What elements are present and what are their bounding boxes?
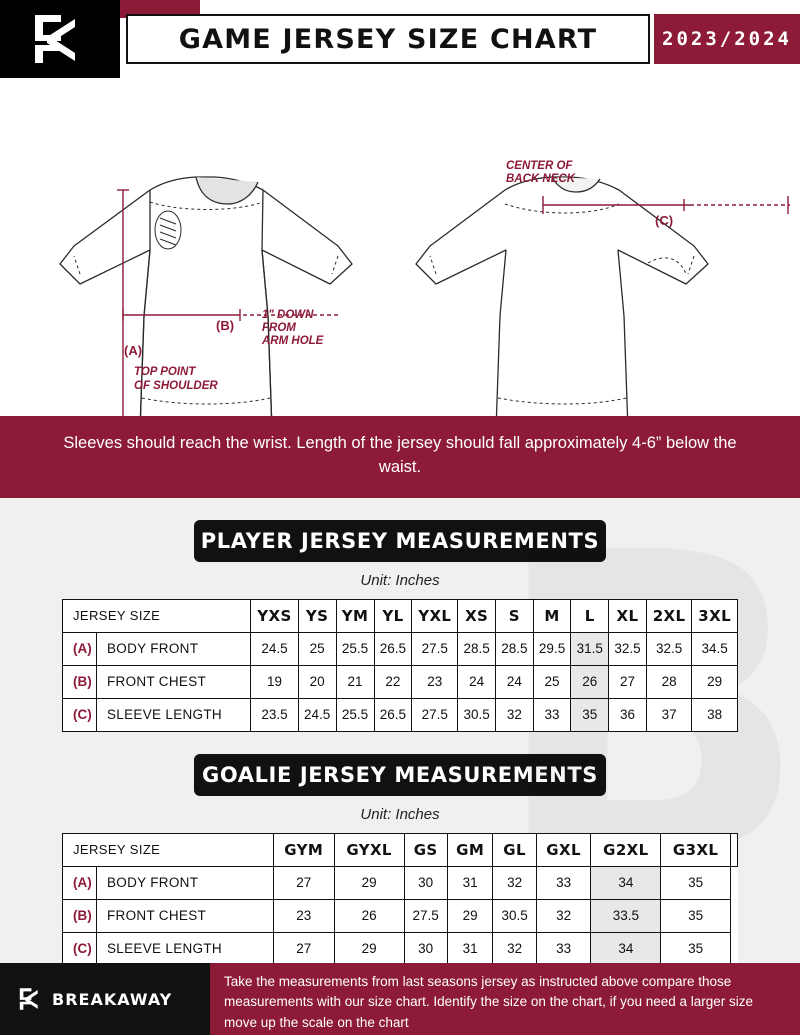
column-header: YXL — [412, 599, 458, 632]
spacer-cell — [731, 932, 738, 965]
measurement-cell: 28.5 — [496, 632, 534, 665]
table-row — [63, 899, 738, 932]
table-row — [63, 698, 738, 731]
row-marker: (B) — [63, 899, 97, 932]
measurement-cell: 29 — [447, 899, 493, 932]
table-row — [63, 866, 738, 899]
column-header: GYM — [273, 833, 334, 866]
season-badge — [654, 14, 800, 64]
column-header: GYXL — [334, 833, 404, 866]
measurement-cell: 22 — [374, 665, 412, 698]
row-label: BODY FRONT — [97, 866, 274, 899]
column-header: L — [571, 599, 609, 632]
measurement-cell: 24.5 — [298, 698, 336, 731]
table-row — [63, 632, 738, 665]
measurement-cell: 34 — [591, 932, 661, 965]
measurement-cell: 28 — [646, 665, 692, 698]
svg-text:1" DOWN: 1" DOWN — [262, 309, 314, 321]
measurement-cell: 24 — [496, 665, 534, 698]
measurement-cell: 25 — [533, 665, 571, 698]
measurement-cell: 25.5 — [336, 698, 374, 731]
measurement-cell: 24 — [458, 665, 496, 698]
measurement-cell: 30.5 — [493, 899, 536, 932]
measurement-cell: 31.5 — [571, 632, 609, 665]
measurement-cell: 27 — [273, 932, 334, 965]
column-header: 3XL — [692, 599, 738, 632]
measurement-cell: 32 — [493, 932, 536, 965]
column-header: XL — [609, 599, 647, 632]
measurement-cell: 26 — [334, 899, 404, 932]
measurement-cell: 23.5 — [251, 698, 299, 731]
row-marker: (B) — [63, 665, 97, 698]
page-header — [0, 0, 800, 78]
goalie-section-title: GOALIE JERSEY MEASUREMENTS — [202, 762, 598, 787]
row-label: BODY FRONT — [97, 632, 251, 665]
column-header: GXL — [536, 833, 591, 866]
measurement-cell: 29 — [334, 932, 404, 965]
measurement-cell: 36 — [609, 698, 647, 731]
fit-note: Sleeves should reach the wrist. Length of the jersey should fall approximately 4-6” below the waist. — [0, 416, 800, 498]
svg-text:(B): (B) — [216, 318, 235, 333]
measurement-cell: 23 — [412, 665, 458, 698]
measurement-cell: 27 — [609, 665, 647, 698]
measurement-cell: 31 — [447, 932, 493, 965]
svg-text:OF SHOULDER: OF SHOULDER — [134, 380, 218, 392]
measurement-cell: 27.5 — [412, 632, 458, 665]
column-header: S — [496, 599, 534, 632]
row-label: SLEEVE LENGTH — [97, 932, 274, 965]
svg-text:(A): (A) — [124, 343, 143, 358]
svg-text:TOP POINT: TOP POINT — [134, 366, 196, 378]
breakaway-b-logo-icon — [31, 13, 89, 65]
spacer-cell — [731, 899, 738, 932]
measurement-cell: 27.5 — [412, 698, 458, 731]
column-header: M — [533, 599, 571, 632]
column-header: GS — [404, 833, 447, 866]
svg-text:FROM: FROM — [262, 322, 296, 334]
svg-text:BACK NECK: BACK NECK — [506, 173, 575, 185]
measurement-cell: 32.5 — [609, 632, 647, 665]
column-header: G3XL — [661, 833, 731, 866]
measurement-cell: 29 — [334, 866, 404, 899]
footer-brand-name: BREAKAWAY — [52, 989, 173, 1009]
measurement-cell: 28.5 — [458, 632, 496, 665]
measurement-cell: 27 — [273, 866, 334, 899]
player-measurements-table — [62, 599, 738, 732]
table-header-row — [63, 599, 738, 632]
goalie-measurements-table — [62, 833, 738, 966]
page-title: GAME JERSEY SIZE CHART — [178, 23, 598, 55]
measurement-cell: 30 — [404, 932, 447, 965]
page-footer — [0, 963, 800, 1035]
measurement-cell: 21 — [336, 665, 374, 698]
column-header: GM — [447, 833, 493, 866]
measurement-cell: 35 — [661, 899, 731, 932]
svg-text:ARM HOLE: ARM HOLE — [262, 335, 324, 347]
measurement-cell: 30 — [404, 866, 447, 899]
goalie-section-heading — [194, 754, 606, 796]
brand-logo — [0, 0, 120, 78]
column-header: YS — [298, 599, 336, 632]
player-section-title: PLAYER JERSEY MEASUREMENTS — [200, 528, 600, 553]
player-section-heading — [194, 520, 606, 562]
svg-text:(C): (C) — [655, 213, 674, 228]
measurement-cell: 23 — [273, 899, 334, 932]
table-row — [63, 665, 738, 698]
measurement-cell: 38 — [692, 698, 738, 731]
measurement-cell: 29 — [692, 665, 738, 698]
measurement-cell: 31 — [447, 866, 493, 899]
column-header: GL — [493, 833, 536, 866]
measurement-cell: 30.5 — [458, 698, 496, 731]
column-header: YM — [336, 599, 374, 632]
column-header: JERSEY SIZE — [63, 599, 251, 632]
column-header: 2XL — [646, 599, 692, 632]
row-marker: (C) — [63, 698, 97, 731]
row-marker: (A) — [63, 632, 97, 665]
measurement-cell: 33.5 — [591, 899, 661, 932]
spacer-cell — [731, 866, 738, 899]
row-marker: (C) — [63, 932, 97, 965]
measurement-cell: 35 — [571, 698, 609, 731]
footer-instructions: Take the measurements from last seasons jersey as instructed above compare those measurements with our size chart. Identify the size on the chart, if you need a larger size move up the scale on the chart — [210, 963, 800, 1035]
measurement-cell: 25.5 — [336, 632, 374, 665]
table-header-row — [63, 833, 738, 866]
page-title-box — [126, 14, 650, 64]
measurement-cell: 33 — [536, 866, 591, 899]
player-table-wrap — [0, 599, 800, 732]
measurement-cell: 25 — [298, 632, 336, 665]
svg-text:CENTER OF: CENTER OF — [506, 160, 573, 172]
measurement-cell: 32 — [496, 698, 534, 731]
measurement-cell: 26.5 — [374, 632, 412, 665]
measurement-cell: 26 — [571, 665, 609, 698]
player-unit-label: Unit: Inches — [360, 571, 440, 589]
measurement-cell: 35 — [661, 932, 731, 965]
row-label: FRONT CHEST — [97, 665, 251, 698]
measurement-cell: 34.5 — [692, 632, 738, 665]
measurement-cell: 26.5 — [374, 698, 412, 731]
measurement-cell: 33 — [533, 698, 571, 731]
measurement-cell: 29.5 — [533, 632, 571, 665]
column-header: YL — [374, 599, 412, 632]
goalie-table-wrap — [0, 833, 800, 966]
measurement-cell: 34 — [591, 866, 661, 899]
measurement-cell: 33 — [536, 932, 591, 965]
measurement-cell: 32 — [536, 899, 591, 932]
row-marker: (A) — [63, 866, 97, 899]
spacer-cell — [731, 833, 738, 866]
measurement-cell: 27.5 — [404, 899, 447, 932]
goalie-unit-label: Unit: Inches — [360, 805, 440, 823]
row-label: FRONT CHEST — [97, 899, 274, 932]
column-header: JERSEY SIZE — [63, 833, 274, 866]
measurement-cell: 24.5 — [251, 632, 299, 665]
footer-brand — [0, 963, 210, 1035]
breakaway-b-logo-icon — [18, 984, 44, 1014]
column-header: XS — [458, 599, 496, 632]
column-header: YXS — [251, 599, 299, 632]
measurement-cell: 32.5 — [646, 632, 692, 665]
measurement-cell: 37 — [646, 698, 692, 731]
measurement-cell: 20 — [298, 665, 336, 698]
column-header: G2XL — [591, 833, 661, 866]
measurement-cell: 19 — [251, 665, 299, 698]
row-label: SLEEVE LENGTH — [97, 698, 251, 731]
measurement-cell: 35 — [661, 866, 731, 899]
measurement-cell: 32 — [493, 866, 536, 899]
table-row — [63, 932, 738, 965]
season-label: 2023/2024 — [662, 28, 792, 50]
jersey-diagram — [0, 78, 800, 416]
